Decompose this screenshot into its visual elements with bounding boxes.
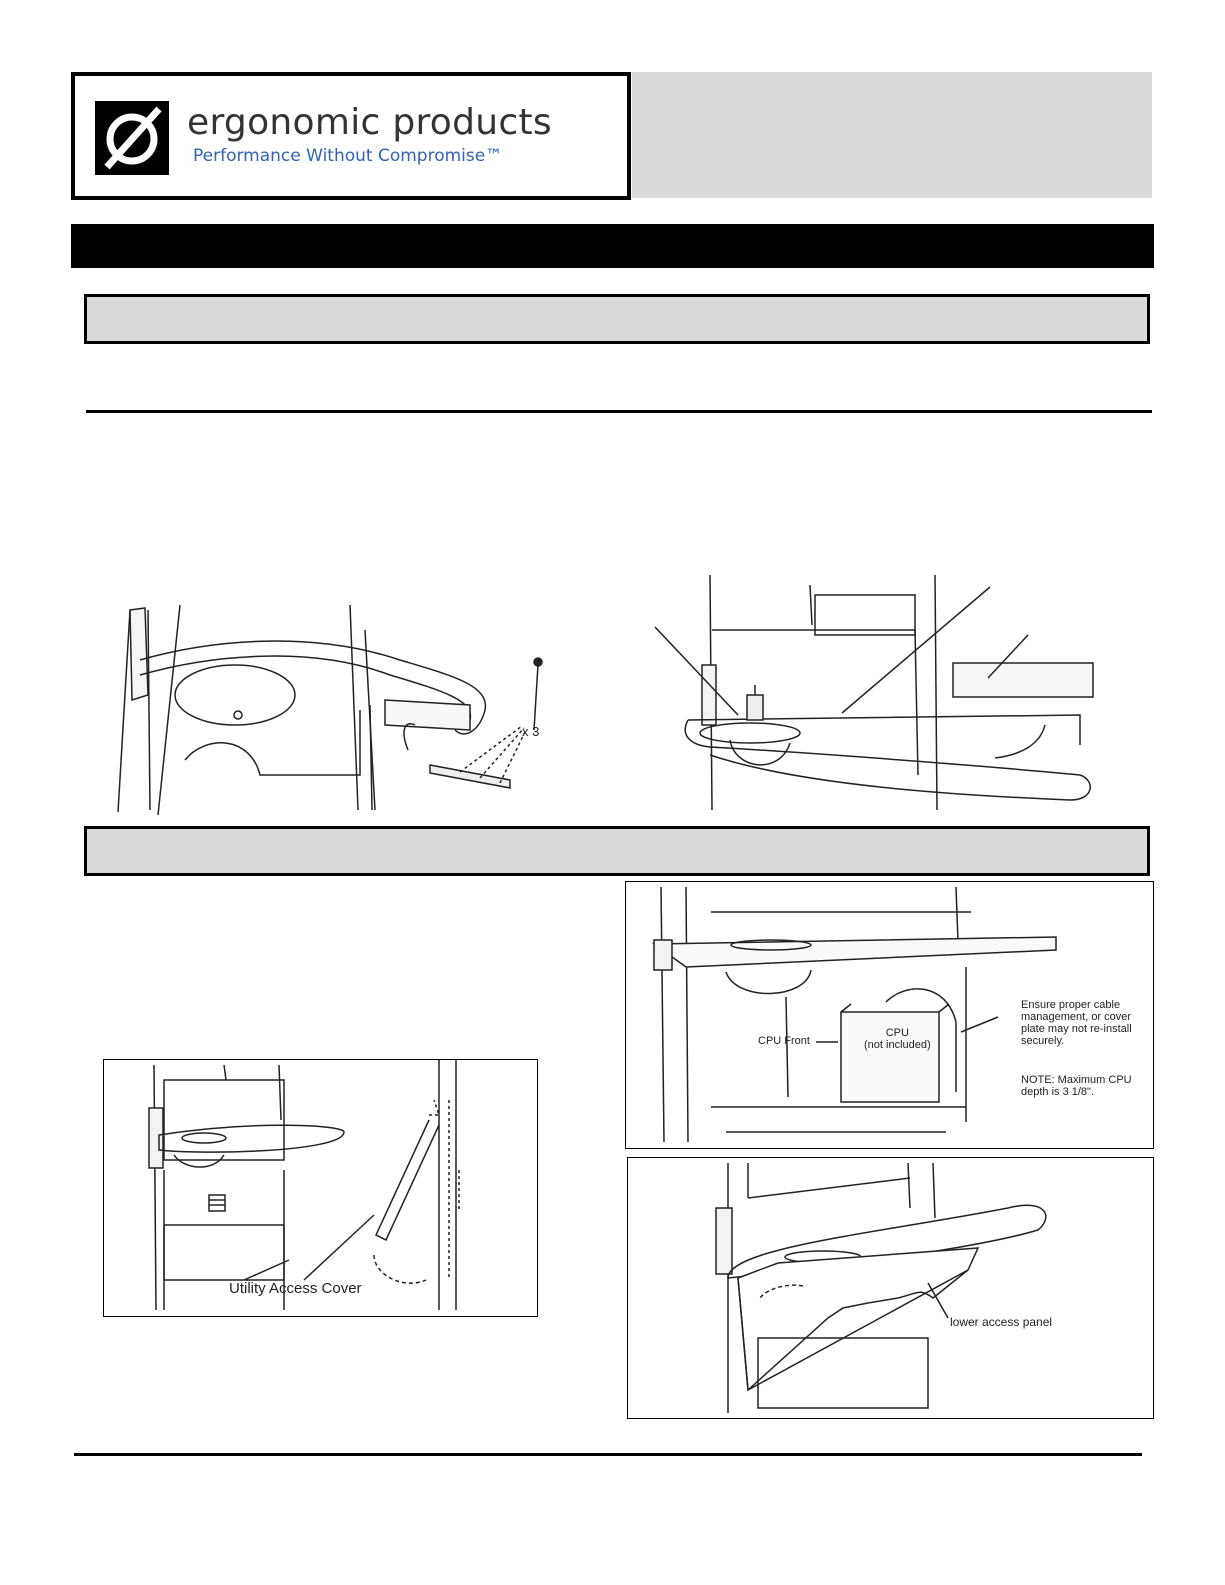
logo-box xyxy=(71,72,631,200)
brand-logo-icon xyxy=(95,101,169,175)
cable-note: Ensure proper cable management, or cover plate may not re-install securely. xyxy=(1021,999,1132,1047)
utility-cover-label: Utility Access Cover xyxy=(229,1280,362,1297)
header-grey-panel xyxy=(632,72,1152,198)
lower-panel-figure xyxy=(627,1157,1154,1419)
backsplash-illustration xyxy=(650,575,1110,815)
lower-panel-label: lower access panel xyxy=(950,1315,1053,1329)
section-header-1 xyxy=(84,294,1150,344)
cpu-label: CPU (not included) xyxy=(864,1027,931,1051)
title-bar xyxy=(71,224,1154,268)
quantity-label: x 3 xyxy=(522,724,540,739)
section-header-2 xyxy=(84,826,1150,876)
cpu-install-figure xyxy=(625,881,1154,1149)
footer-rule xyxy=(74,1453,1142,1456)
brand-tagline: Performance Without Compromise™ xyxy=(193,146,503,166)
cpu-front-label: CPU Front xyxy=(758,1035,810,1047)
depth-note: NOTE: Maximum CPU depth is 3 1/8". xyxy=(1021,1074,1132,1098)
divider-rule xyxy=(86,410,1152,413)
utility-cover-figure xyxy=(103,1059,538,1317)
brand-name: ergonomic products xyxy=(187,102,552,143)
shelf-install-illustration xyxy=(110,600,560,815)
